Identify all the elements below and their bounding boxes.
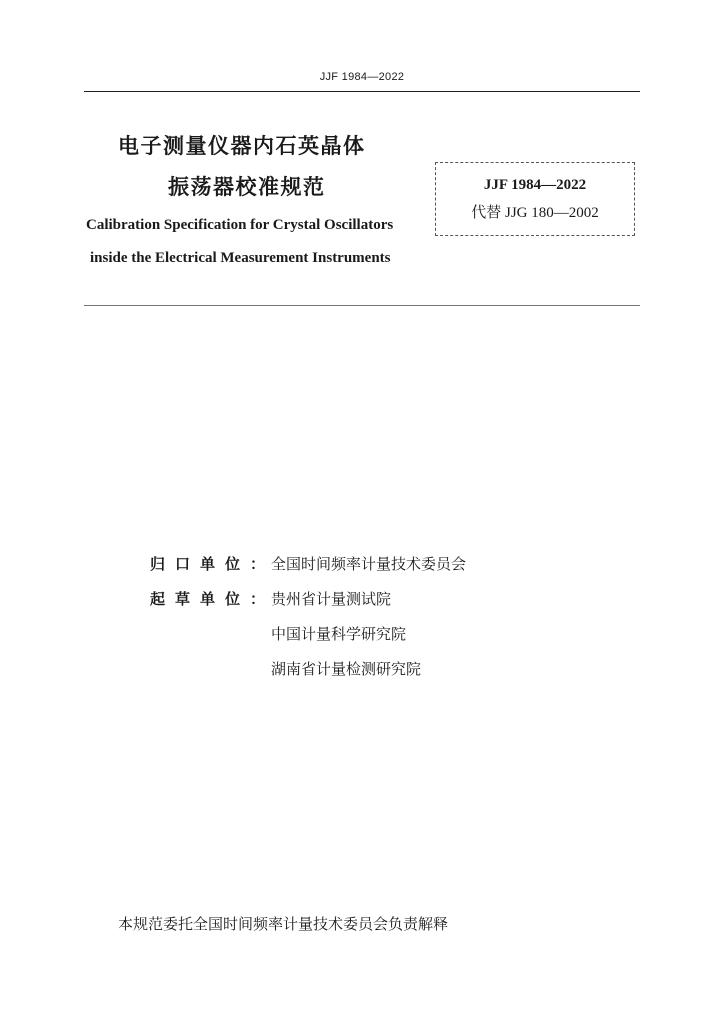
header-rule [84, 91, 640, 92]
responsible-unit-value: 全国时间频率计量技术委员会 [271, 555, 467, 573]
code-box [435, 162, 635, 236]
title-en-line-2: inside the Electrical Measurement Instruments [90, 250, 391, 266]
standard-code: JJF 1984—2022 [483, 177, 587, 193]
drafting-unit-value-3: 湖南省计量检测研究院 [271, 660, 422, 678]
title-cn-line-1: 电子测量仪器内石英晶体 [118, 134, 366, 158]
replaces-code: 代替 JJG 180—2002 [471, 205, 599, 221]
running-head: JJF 1984—2022 [319, 71, 405, 83]
responsible-unit-label: 归口单位： [150, 555, 276, 573]
title-cn-line-2: 振荡器校准规范 [168, 175, 326, 199]
drafting-unit-label: 起草单位： [150, 590, 276, 608]
title-en-line-1: Calibration Specification for Crystal Oscillators [86, 217, 394, 233]
interpretation-note: 本规范委托全国时间频率计量技术委员会负责解释 [118, 915, 449, 933]
drafting-unit-value-2: 中国计量科学研究院 [271, 625, 407, 643]
drafting-unit-value-1: 贵州省计量测试院 [271, 590, 392, 608]
title-rule [84, 305, 640, 306]
